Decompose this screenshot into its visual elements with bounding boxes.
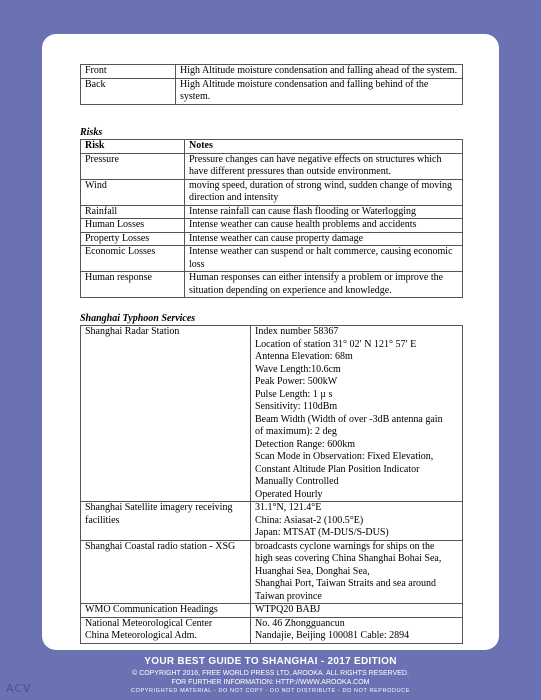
detail-line: Huanghai Sea, Donghai Sea, — [255, 565, 370, 577]
service-details — [251, 502, 463, 541]
risk-notes: Pressure changes can have negative effects on structures which have different pressures than outside environment. — [185, 153, 463, 179]
risk-name: Human Losses — [81, 219, 185, 233]
front-desc: High Altitude moisture condensation and falling behind of the system. — [176, 78, 463, 104]
risks-table — [80, 139, 463, 298]
detail-line: Index number 58367 — [255, 326, 339, 337]
detail-line: high seas covering China Shanghai Bohai Sea, — [255, 553, 442, 564]
detail-line: 31.1°N, 121.4°E — [255, 502, 322, 513]
table-row — [81, 540, 463, 604]
service-details — [251, 326, 463, 502]
footer-copyright: © COPYRIGHT 2016, FREE WORLD PRESS LTD, AROOKA. ALL RIGHTS RESERVED. — [132, 670, 409, 677]
table-row — [81, 65, 463, 79]
table-row — [81, 179, 463, 205]
risk-name: Rainfall — [81, 205, 185, 219]
services-table — [80, 325, 463, 644]
detail-line: Antenna Elevation: 68m — [255, 351, 353, 362]
service-name: Shanghai Coastal radio station - XSG — [81, 540, 251, 604]
detail-line: China Meteorological Adm. — [85, 630, 197, 641]
column-header-notes: Notes — [185, 140, 463, 154]
detail-line: Detection Range: 600km — [255, 438, 355, 450]
risk-notes: Intense weather can suspend or halt commerce, causing economic loss — [185, 246, 463, 272]
service-name: Shanghai Radar Station — [81, 326, 251, 502]
fronts-table — [80, 64, 463, 105]
table-row — [81, 153, 463, 179]
risk-notes: Intense weather can cause property damage — [185, 232, 463, 246]
detail-line: Operated Hourly — [255, 488, 323, 500]
detail-line: Sensitivity: 110dBm — [255, 401, 338, 412]
service-details: WTPQ20 BABJ — [251, 604, 463, 618]
table-row — [81, 219, 463, 233]
detail-line: Japan: MTSAT (M-DUS/S-DUS) — [255, 527, 389, 538]
table-header-row — [81, 140, 463, 154]
table-row — [81, 78, 463, 104]
service-name — [81, 617, 251, 643]
footer-title: YOUR BEST GUIDE TO SHANGHAI - 2017 EDITION — [144, 656, 397, 667]
table-row — [81, 502, 463, 541]
table-row — [81, 272, 463, 298]
detail-line: Taiwan province — [255, 590, 322, 602]
detail-line: Beam Width (Width of over -3dB antenna gain — [255, 413, 443, 425]
risk-name: Human response — [81, 272, 185, 298]
service-details — [251, 540, 463, 604]
detail-line: broadcasts cyclone warnings for ships on the — [255, 540, 435, 552]
risk-name: Wind — [81, 179, 185, 205]
detail-line: Pulse Length: 1 µ s — [255, 388, 333, 400]
risk-notes: Human responses can either intensify a problem or improve the situation depending on experience and knowledge. — [185, 272, 463, 298]
detail-line: Location of station 31° 02′ N 121° 57′ E — [255, 338, 417, 350]
risk-notes: Intense weather can cause health problems and accidents — [185, 219, 463, 233]
detail-line: Manually Controlled — [255, 476, 339, 487]
table-row — [81, 617, 463, 643]
service-name: Shanghai Satellite imagery receiving facilities — [81, 502, 251, 541]
risk-name: Pressure — [81, 153, 185, 179]
detail-line: of maximum): 2 deg — [255, 426, 337, 437]
footer-notice: COPYRIGHTED MATERIAL - DO NOT COPY - DO NOT DISTRIBUTE - DO NOT REPRODUCE — [131, 688, 410, 694]
detail-line: Nandajie, Beijing 100081 Cable: 2894 — [255, 630, 410, 641]
service-details — [251, 617, 463, 643]
risk-notes: Intense rainfall can cause flash flooding or Waterlogging — [185, 205, 463, 219]
detail-line: National Meteorological Center — [85, 617, 213, 629]
footer-info: FOR FURTHER INFORMATION: HTTP://WWW.AROOKA.COM — [171, 679, 370, 686]
front-name: Back — [81, 78, 176, 104]
watermark: ACV — [6, 682, 32, 695]
risk-name: Property Losses — [81, 232, 185, 246]
detail-line: China: Asiasat-2 (100.5°E) — [255, 514, 364, 526]
service-name: WMO Communication Headings — [81, 604, 251, 618]
risk-notes: moving speed, duration of strong wind, sudden change of moving direction and intensity — [185, 179, 463, 205]
front-name: Front — [81, 65, 176, 79]
detail-line: No. 46 Zhongguancun — [255, 617, 345, 629]
risks-heading: Risks — [80, 127, 103, 138]
table-row — [81, 604, 463, 618]
column-header-risk: Risk — [81, 140, 185, 154]
services-heading: Shanghai Typhoon Services — [80, 313, 196, 324]
table-row — [81, 232, 463, 246]
table-row — [81, 246, 463, 272]
detail-line: Constant Altitude Plan Position Indicator — [255, 463, 420, 475]
detail-line: Wave Length:10.6cm — [255, 363, 341, 375]
detail-line: Shanghai Port, Taiwan Straits and sea around — [255, 578, 437, 589]
table-row — [81, 326, 463, 502]
risk-name: Economic Losses — [81, 246, 185, 272]
front-desc: High Altitude moisture condensation and falling ahead of the system. — [176, 65, 463, 79]
detail-line: Scan Mode in Observation: Fixed Elevation, — [255, 451, 434, 462]
detail-line: Peak Power: 500kW — [255, 376, 338, 387]
table-row — [81, 205, 463, 219]
